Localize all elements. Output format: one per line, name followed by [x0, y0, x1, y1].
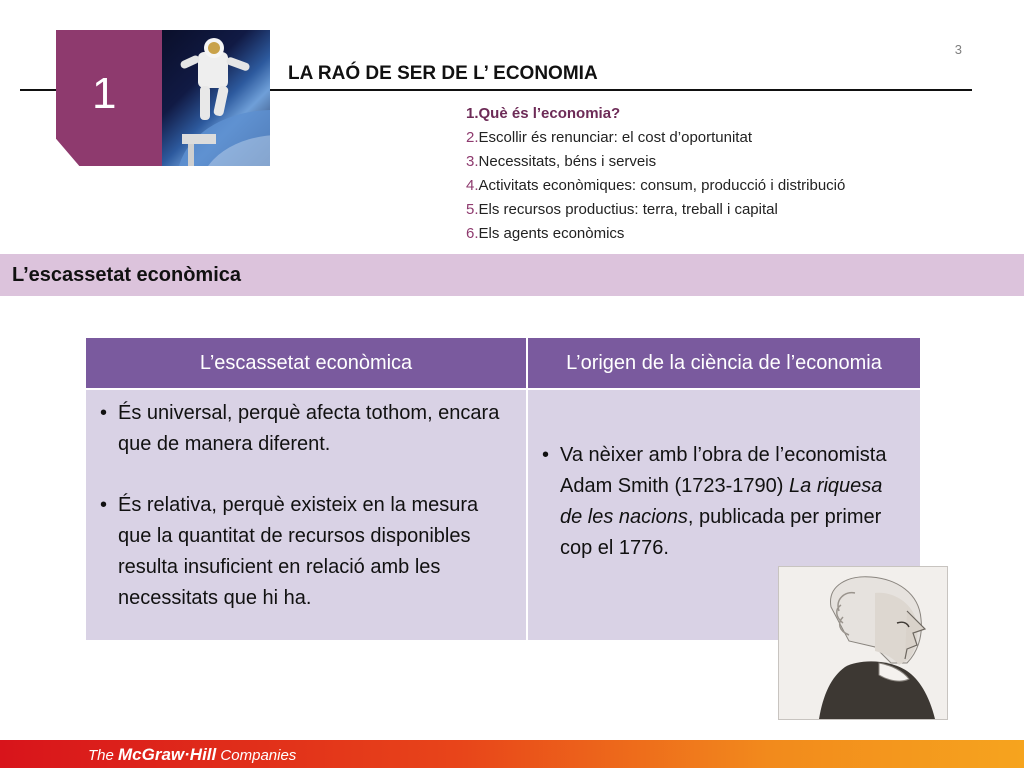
topic-label: Què és l’economia?: [478, 105, 621, 122]
logo-brand: McGraw·Hill: [118, 745, 217, 764]
topic-label: Els agents econòmics: [478, 225, 625, 242]
bullet-text-end: , publicada per primer cop el 1776.: [560, 506, 882, 559]
logo-suffix: Companies: [216, 747, 297, 764]
book-title: La riquesa de les nacions: [560, 475, 883, 528]
section-title: LA RAÓ DE SER DE L’ ECONOMIA: [288, 63, 598, 84]
header-rule-right: [270, 89, 972, 91]
bullet-icon: •: [542, 444, 550, 466]
topic-label: Necessitats, béns i serveis: [478, 153, 657, 170]
table-header-origin: L’origen de la ciència de l’economia: [527, 337, 921, 389]
table-header-row: [85, 337, 921, 389]
list-item: [100, 490, 516, 614]
list-item: [542, 440, 910, 564]
astronaut-illustration: [162, 30, 270, 166]
chapter-number: 1: [92, 69, 117, 118]
topic-number: 2.: [466, 129, 479, 146]
publisher-logo: [88, 745, 296, 765]
topic-item: [466, 174, 845, 198]
topic-item: [466, 198, 845, 222]
slide-number: 3: [954, 42, 962, 57]
topic-number: 5.: [466, 201, 479, 218]
topic-label: Els recursos productius: terra, treball i capital: [478, 201, 778, 218]
topic-number: 6.: [466, 225, 479, 242]
topic-number: 1.: [466, 105, 479, 122]
portrait-illustration: [779, 567, 947, 719]
table-cell-scarcity: [85, 389, 527, 641]
astronaut-image: [162, 30, 270, 166]
bullet-icon: •: [100, 494, 108, 516]
bullet-icon: •: [100, 402, 108, 424]
topic-number: 4.: [466, 177, 479, 194]
table-header-scarcity: L’escassetat econòmica: [85, 337, 527, 389]
header-rule-left: [20, 89, 56, 91]
topic-number: 3.: [466, 153, 479, 170]
topic-label: Activitats econòmiques: consum, producció i distribució: [478, 177, 846, 194]
topic-item: [466, 126, 845, 150]
topic-list: [466, 102, 845, 246]
topic-item: [466, 222, 845, 246]
bullet-text: És relativa, perquè existeix en la mesura que la quantitat de recursos disponibles resulta insuficient en relació amb les necessitats que hi ha.: [118, 494, 479, 609]
topic-label: Escollir és renunciar: el cost d’oportunitat: [478, 129, 752, 146]
topic-item: [466, 102, 845, 126]
bullet-text: És universal, perquè afecta tothom, encara que de manera diferent.: [118, 402, 500, 455]
adam-smith-portrait: [778, 566, 948, 720]
list-item: [100, 398, 516, 460]
topic-item: [466, 150, 845, 174]
bullet-text: Va nèixer amb l’obra de l’economista Adam Smith (1723-1790): [560, 444, 887, 497]
logo-prefix: The: [88, 747, 119, 764]
slide-subtitle: L’escassetat econòmica: [12, 264, 242, 286]
